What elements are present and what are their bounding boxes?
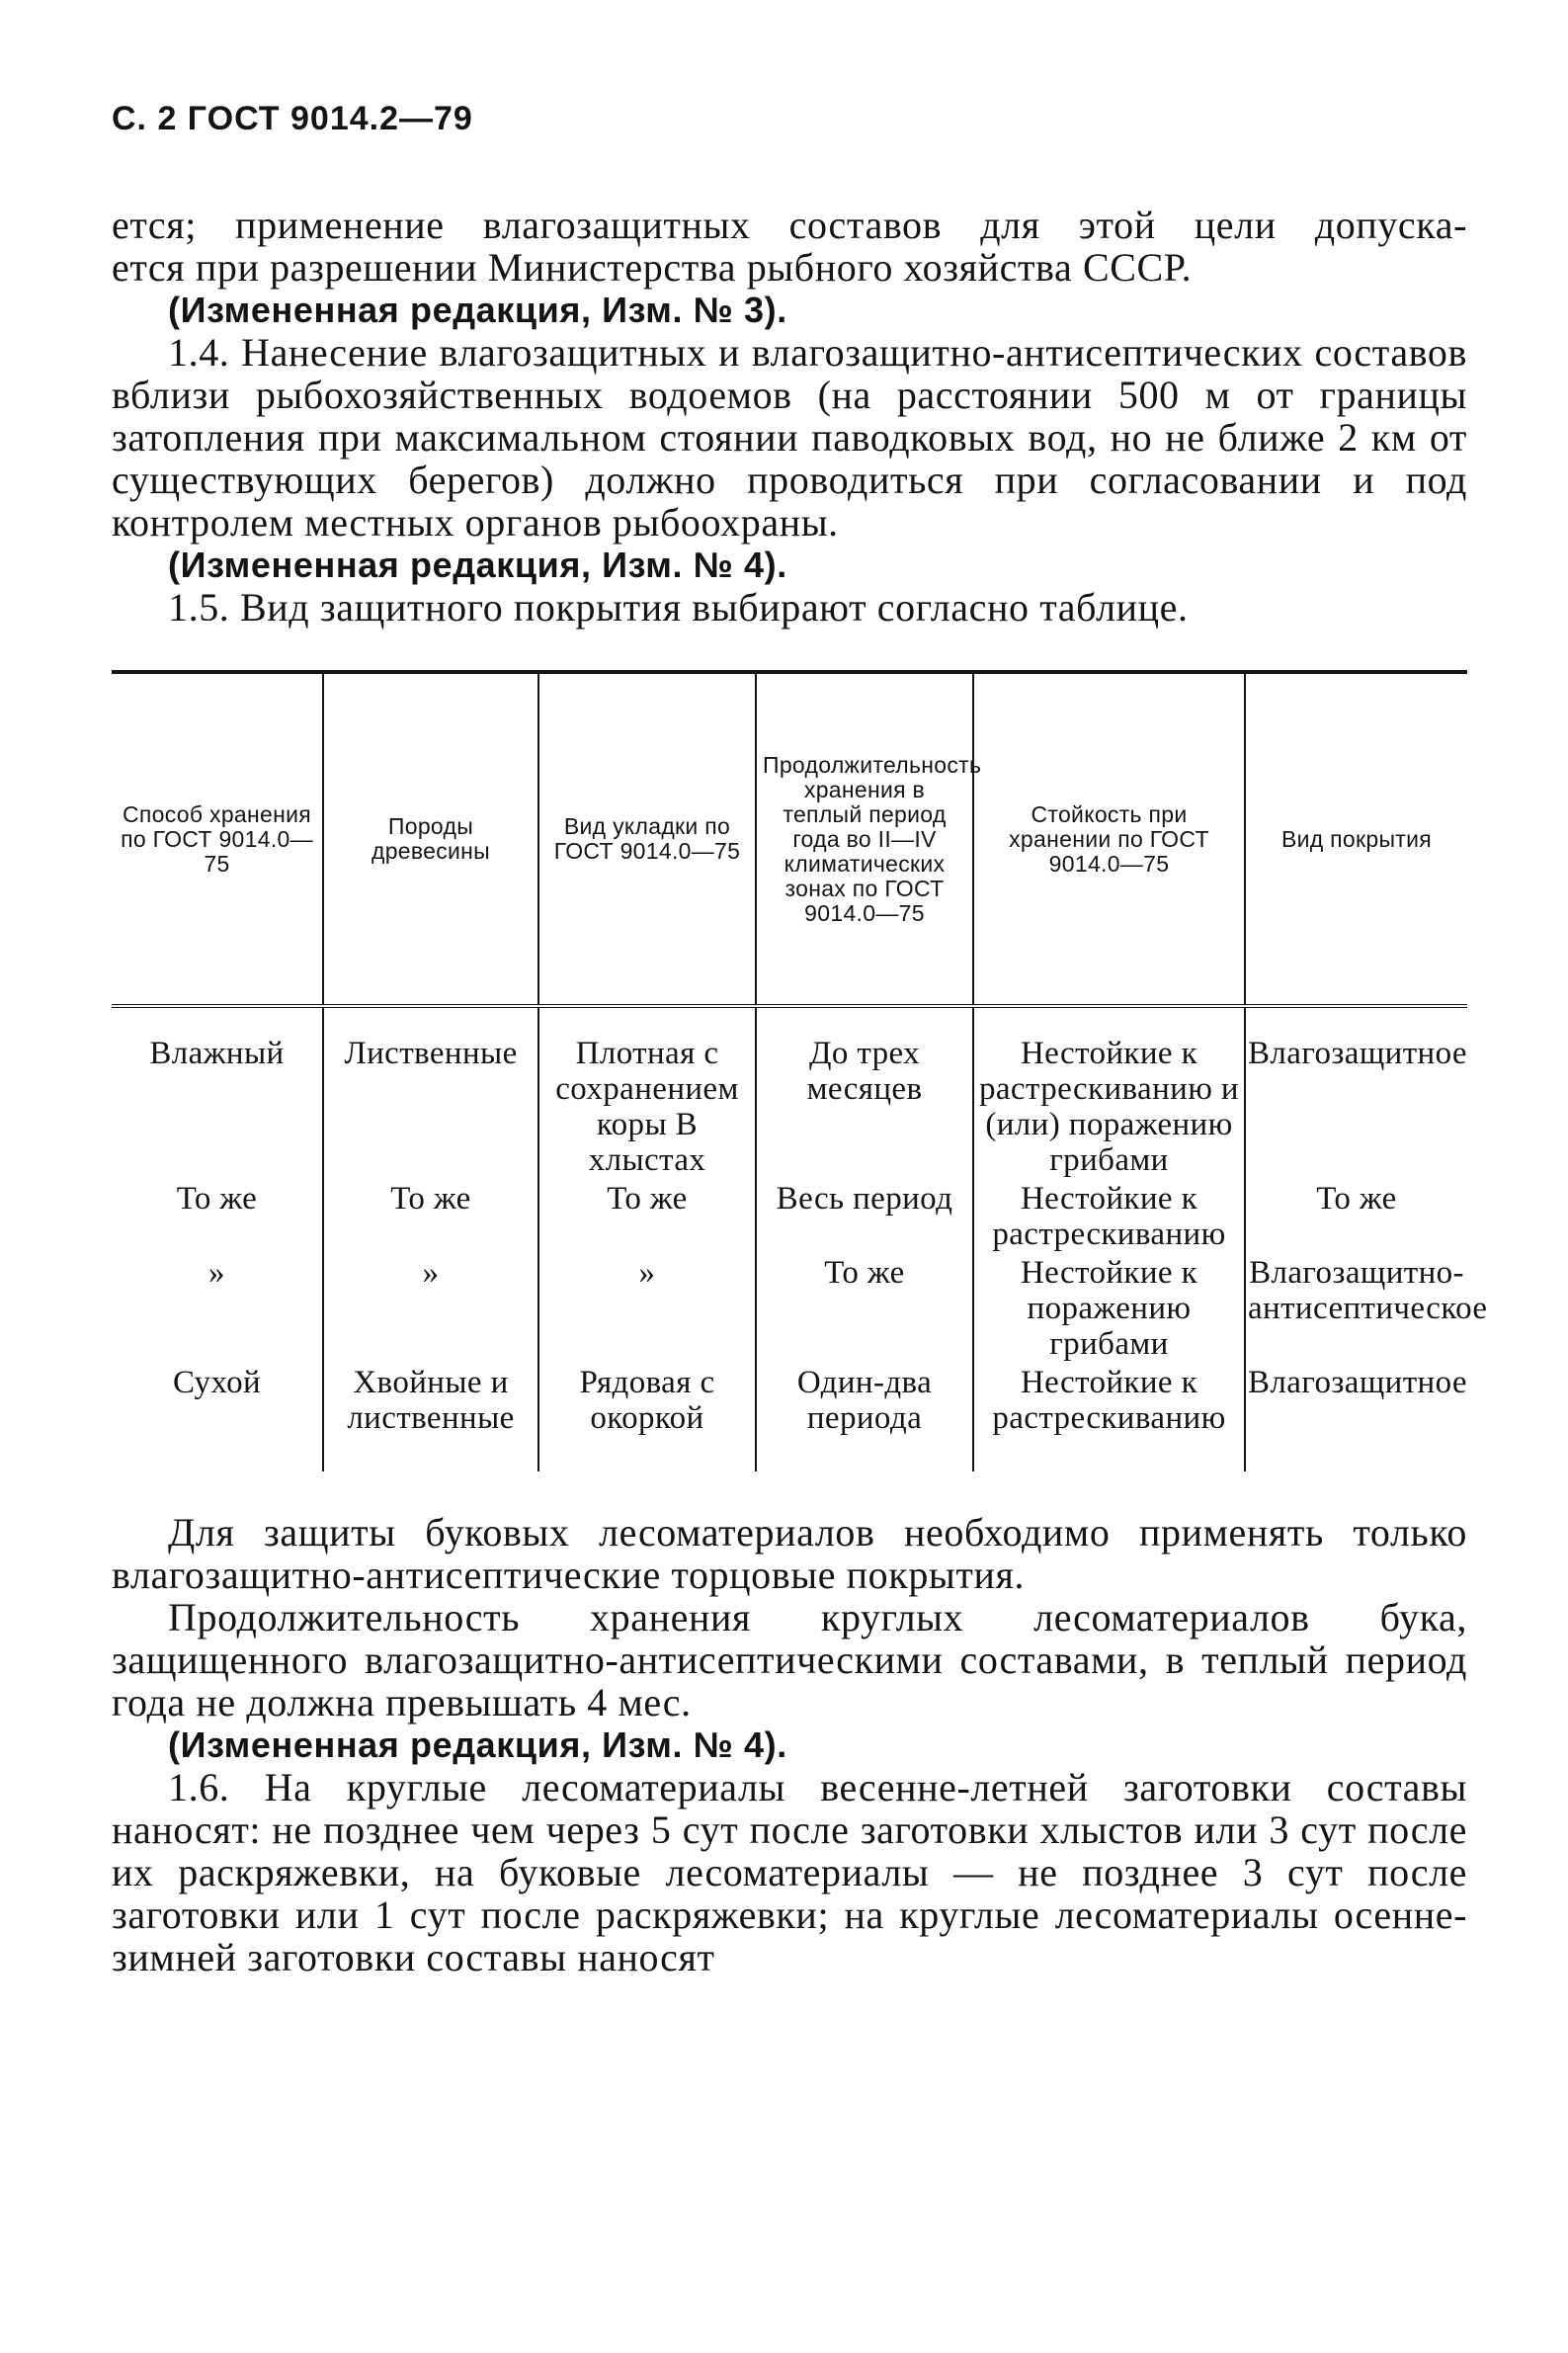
clause-1-6: 1.6. На круглые лесоматериалы весенне-летней заготовки составы наносят: не позднее чем через 5 сут после заготовки хлыстов или 3 сут после их раскряжевки, на буковые лесоматериалы — не позднее 3 сут после заготовки или 1 сут после раскряжевки; на круглые лесоматериалы осенне-зимней заготовки составы наносят — [112, 1765, 1467, 1979]
column-header-stacking-type: Вид укладки по ГОСТ 9014.0—75 — [538, 674, 756, 1006]
column-header-wood-species: Породы древесины — [323, 674, 538, 1006]
table-cell: То же — [176, 1181, 258, 1217]
table-cell: Нестойкие к растрескиванию — [973, 1362, 1245, 1471]
table-row — [112, 1362, 1467, 1471]
table-cell: То же — [538, 1178, 756, 1252]
amendment-note-4-a: (Измененная редакция, Изм. № 4). — [168, 545, 787, 585]
amendment-note-4-b: (Измененная редакция, Изм. № 4). — [168, 1724, 787, 1765]
table-row — [112, 1178, 1467, 1252]
intro-line-1: ется; применение влагозащитных составов для этой цели допуска- — [112, 203, 1467, 247]
intro-line-2: ется при разрешении Министерства рыбного хозяйства СССР. — [112, 245, 1193, 290]
table-cell: Один-два периода — [756, 1362, 973, 1471]
table-cell: Влагозащитное — [1245, 1006, 1467, 1178]
table-cell: Нестойкие к поражению грибами — [973, 1252, 1245, 1362]
table-cell: Лиственные — [323, 1006, 538, 1178]
post-table-text — [112, 1511, 1467, 1978]
table-cell: Плотная с сохранением коры В хлыстах — [538, 1006, 756, 1178]
table-cell: Влагозащитно-антисептическое — [1245, 1252, 1467, 1362]
table-cell: Весь период — [756, 1178, 973, 1252]
table-cell: То же — [323, 1178, 538, 1252]
column-header-resistance: Стойкость при хранении по ГОСТ 9014.0—75 — [973, 674, 1245, 1006]
table-cell: Влагозащитное — [1245, 1362, 1467, 1471]
coating-selection-table — [112, 670, 1488, 1471]
table-row — [112, 1252, 1467, 1362]
beech-duration-paragraph: Продолжительность хранения круглых лесоматериалов бука, защищенного влагозащитно-антисептическими составами, в теплый период года не должна превышать 4 мес. — [112, 1595, 1467, 1724]
document-body — [112, 204, 1467, 629]
table-cell: Рядовая с окоркой — [538, 1362, 756, 1471]
amendment-note-3: (Измененная редакция, Изм. № 3). — [168, 290, 787, 330]
table-cell: » — [323, 1252, 538, 1362]
column-header-storage-duration: Продолжительность хранения в теплый период года во II—IV климатических зонах по ГОСТ 9014.0—75 — [756, 674, 973, 1006]
table-cell: » — [208, 1255, 225, 1291]
clause-1-5: 1.5. Вид защитного покрытия выбирают согласно таблице. — [168, 585, 1189, 630]
table-cell: » — [538, 1252, 756, 1362]
coating-table-wrapper — [112, 670, 1488, 1471]
column-header-coating-type: Вид покрытия — [1245, 674, 1467, 1006]
table-cell: То же — [756, 1252, 973, 1362]
table-cell: Нестойкие к растрескиванию и (или) поражению грибами — [973, 1006, 1245, 1178]
table-cell: Нестойкие к растрескиванию — [973, 1178, 1245, 1252]
beech-protection-paragraph: Для защиты буковых лесоматериалов необходимо применять только влагозащитно-антисептические торцовые покрытия. — [112, 1510, 1467, 1597]
table-cell: То же — [1245, 1178, 1467, 1252]
table-cell: Сухой — [172, 1365, 262, 1400]
column-header-storage-method: Способ хранения по ГОСТ 9014.0—75 — [112, 674, 323, 1006]
clause-1-4: 1.4. Нанесение влагозащитных и влагозащитно-антисептических составов вблизи рыбохозяйственных водоемов (на расстоянии 500 м от границы затопления при максимальном стоянии паводковых вод, но не ближе 2 км от существующих берегов) должно проводиться при согласовании и под контролем местных органов рыбоохраны. — [112, 330, 1467, 545]
table-cell: Влажный — [149, 1036, 285, 1071]
document-page — [112, 99, 1488, 1979]
page-header: С. 2 ГОСТ 9014.2—79 — [112, 100, 473, 137]
table-header-row — [112, 674, 1467, 1006]
table-cell: Хвойные и лиственные — [323, 1362, 538, 1471]
table-row — [112, 1006, 1467, 1178]
table-cell: До трех месяцев — [756, 1006, 973, 1178]
